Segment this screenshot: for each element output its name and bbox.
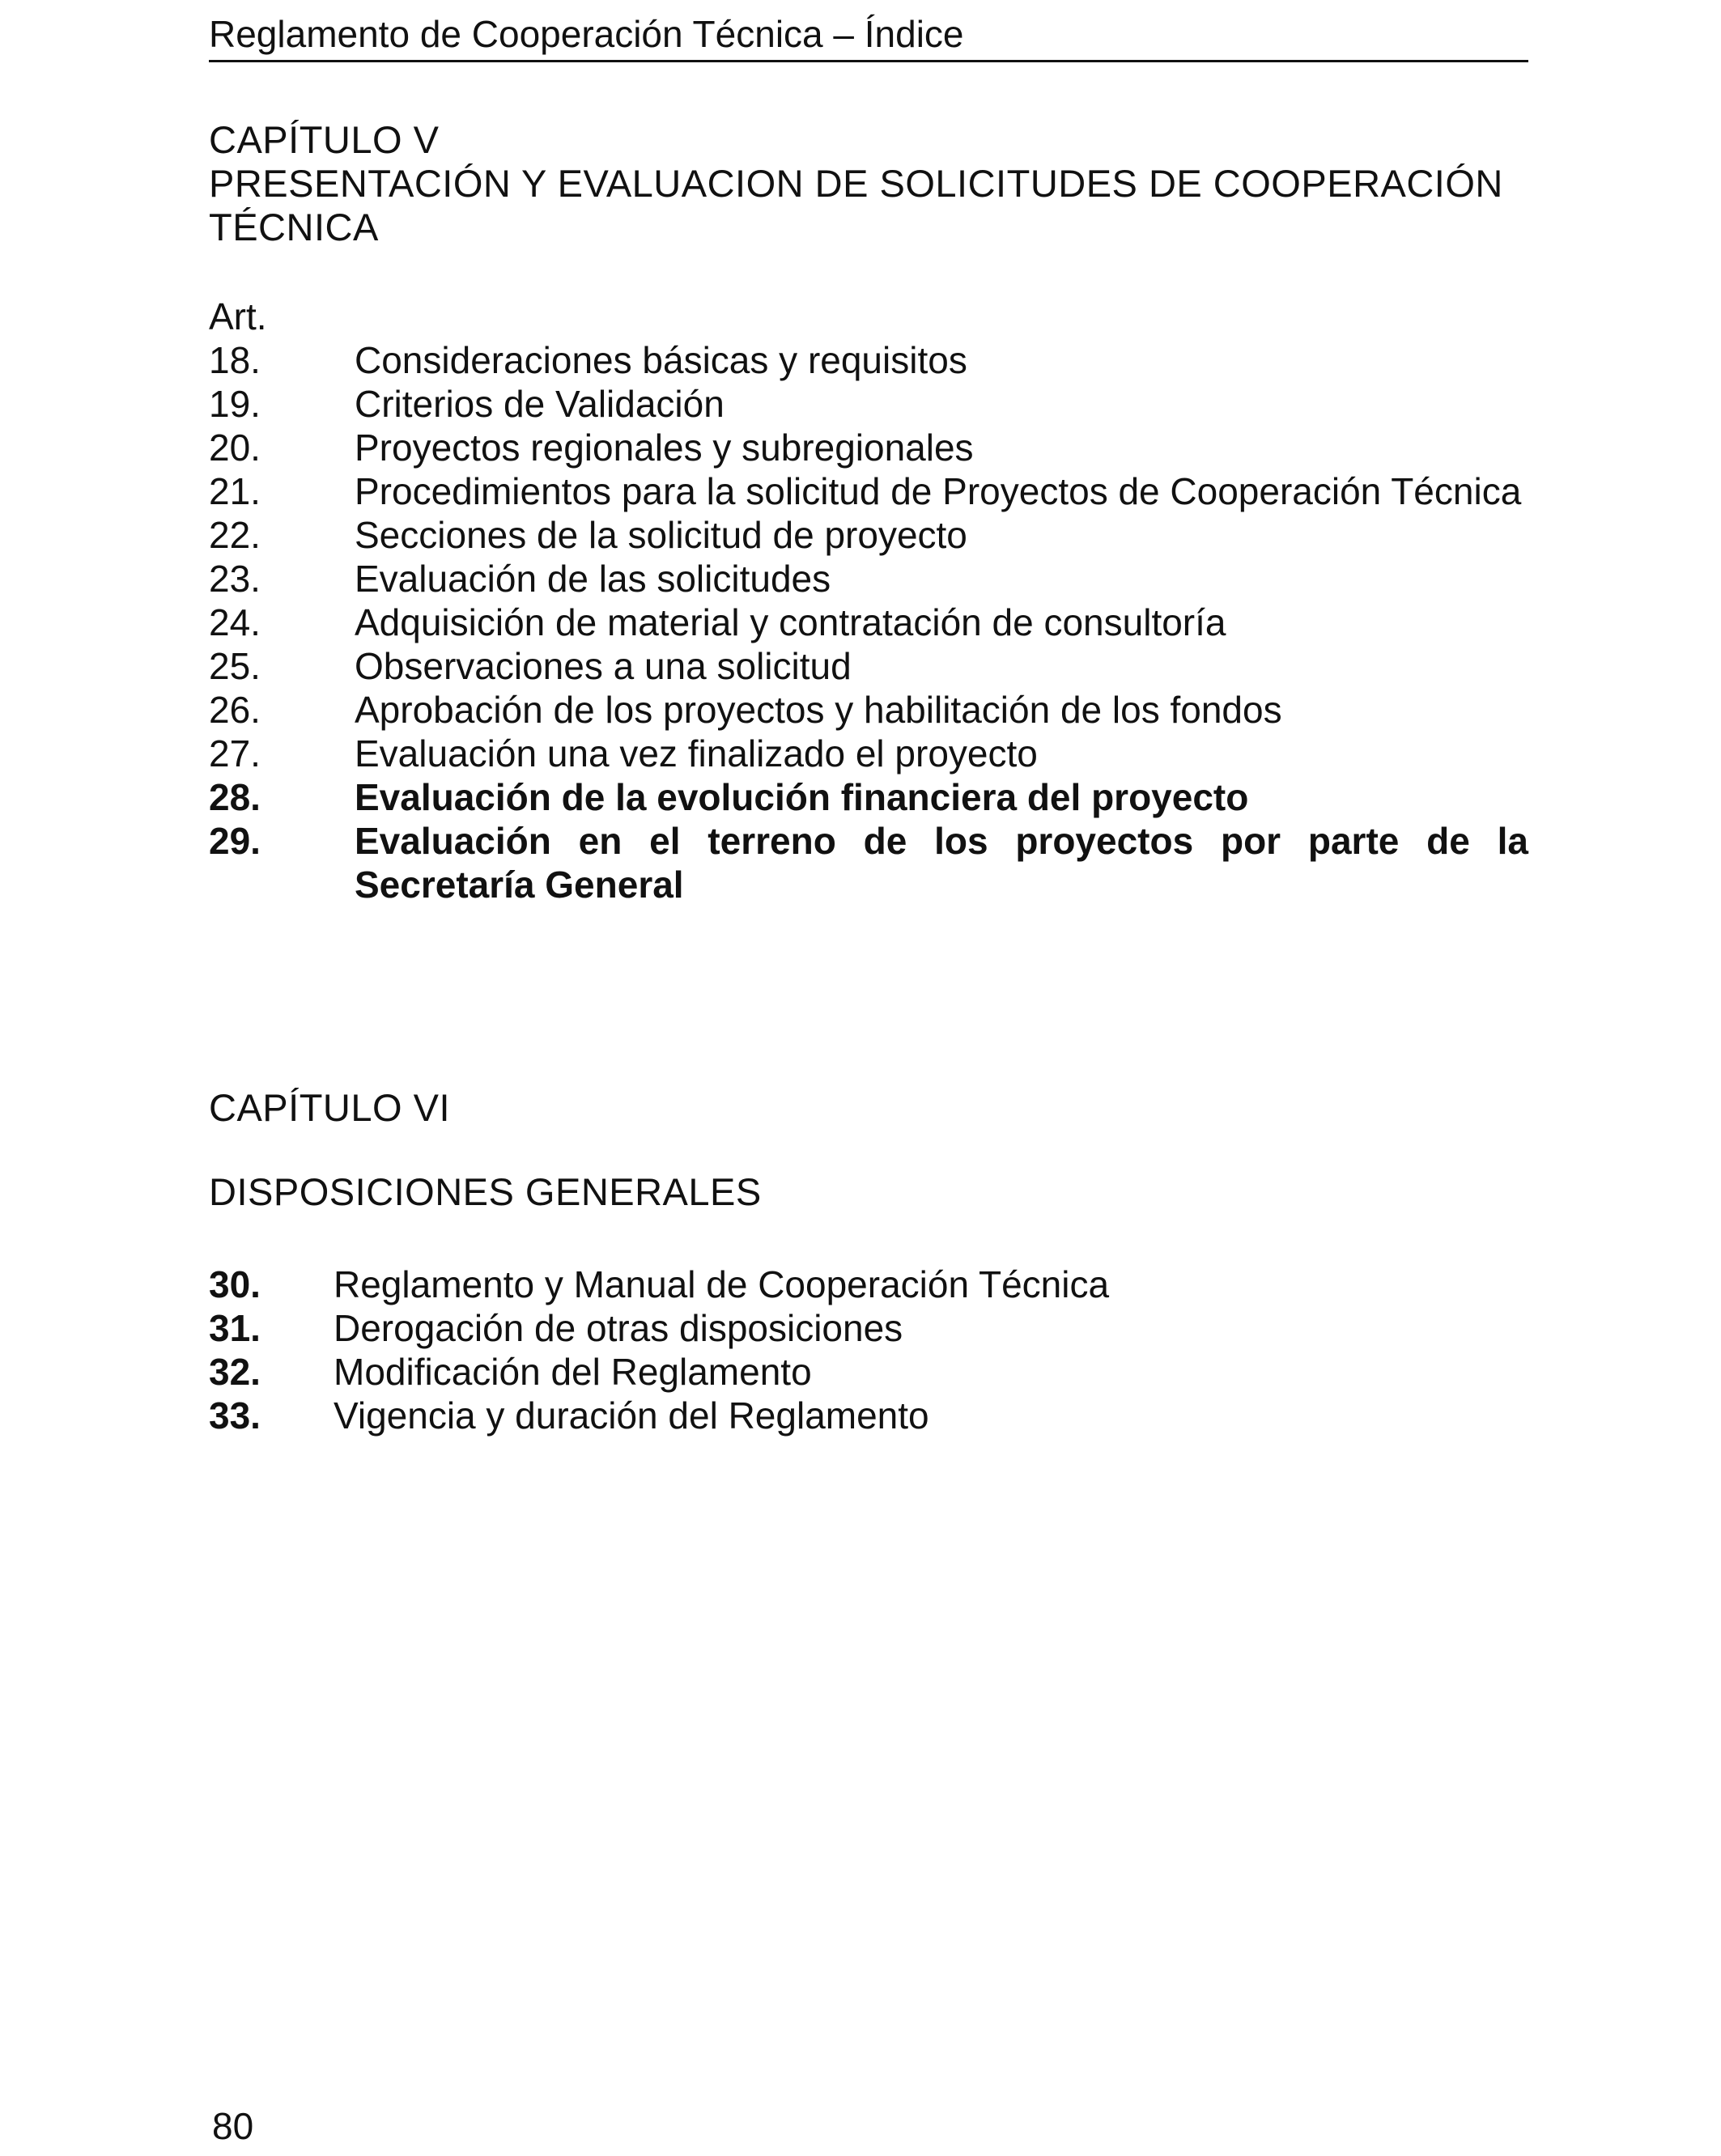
article-title: Proyectos regionales y subregionales bbox=[355, 427, 974, 469]
toc-entry-23 bbox=[209, 557, 1528, 601]
article-title: Evaluación de las solicitudes bbox=[355, 558, 831, 600]
toc-entry-20 bbox=[209, 426, 1528, 469]
article-number: 31. bbox=[209, 1307, 261, 1349]
chapter-5-label: CAPÍTULO V bbox=[209, 118, 440, 161]
toc-entry-26 bbox=[209, 688, 1528, 732]
chapter-6-article-list bbox=[209, 1263, 1528, 1437]
article-number: 27. bbox=[209, 732, 261, 775]
article-title: Evaluación una vez finalizado el proyecto bbox=[355, 732, 1038, 775]
article-title: Evaluación de la evolución financiera del proyecto bbox=[355, 776, 1249, 818]
article-number: 33. bbox=[209, 1394, 261, 1437]
article-title: Evaluación en el terreno de los proyectos por parte de la Secretaría General bbox=[355, 820, 1528, 906]
article-number: 28. bbox=[209, 776, 261, 818]
running-header: Reglamento de Cooperación Técnica – Índice bbox=[209, 11, 1528, 62]
toc-entry-30 bbox=[209, 1263, 1528, 1306]
toc-entry-21 bbox=[209, 469, 1528, 513]
chapter-5-title: PRESENTACIÓN Y EVALUACION DE SOLICITUDES DE COOPERACIÓN TÉCNICA bbox=[209, 162, 1503, 248]
article-title: Secciones de la solicitud de proyecto bbox=[355, 514, 967, 556]
article-title: Procedimientos para la solicitud de Proyectos de Cooperación Técnica bbox=[355, 470, 1522, 512]
toc-entry-18 bbox=[209, 338, 1528, 382]
article-title: Criterios de Validación bbox=[355, 383, 725, 425]
toc-entry-28 bbox=[209, 775, 1528, 819]
toc-entry-19 bbox=[209, 382, 1528, 426]
article-title: Observaciones a una solicitud bbox=[355, 645, 852, 687]
article-title: Reglamento y Manual de Cooperación Técnica bbox=[334, 1263, 1110, 1305]
article-number: 21. bbox=[209, 470, 261, 512]
article-number: 24. bbox=[209, 601, 261, 643]
article-title: Derogación de otras disposiciones bbox=[334, 1307, 903, 1349]
toc-entry-29 bbox=[209, 819, 1528, 906]
article-column-label: Art. bbox=[209, 295, 267, 337]
toc-entry-33 bbox=[209, 1394, 1528, 1437]
toc-entry-25 bbox=[209, 644, 1528, 688]
toc-entry-27 bbox=[209, 732, 1528, 775]
toc-entry-31 bbox=[209, 1306, 1528, 1350]
article-number: 32. bbox=[209, 1351, 261, 1393]
chapter-6-title: DISPOSICIONES GENERALES bbox=[209, 1170, 762, 1213]
page-number: 80 bbox=[212, 2105, 254, 2147]
article-number: 22. bbox=[209, 514, 261, 556]
article-number: 19. bbox=[209, 383, 261, 425]
article-number: 25. bbox=[209, 645, 261, 687]
article-title: Modificación del Reglamento bbox=[334, 1351, 812, 1393]
toc-entry-32 bbox=[209, 1350, 1528, 1394]
chapter-6-label: CAPÍTULO VI bbox=[209, 1086, 451, 1129]
article-number: 26. bbox=[209, 689, 261, 731]
article-number: 23. bbox=[209, 558, 261, 600]
toc-entry-22 bbox=[209, 513, 1528, 557]
article-title: Aprobación de los proyectos y habilitación de los fondos bbox=[355, 689, 1282, 731]
article-number: 29. bbox=[209, 820, 261, 862]
article-number: 18. bbox=[209, 339, 261, 381]
article-title: Vigencia y duración del Reglamento bbox=[334, 1394, 929, 1437]
toc-entry-24 bbox=[209, 601, 1528, 644]
article-number: 20. bbox=[209, 427, 261, 469]
article-title: Adquisición de material y contratación de consultoría bbox=[355, 601, 1226, 643]
article-title: Consideraciones básicas y requisitos bbox=[355, 339, 967, 381]
chapter-5-article-list bbox=[209, 338, 1528, 906]
article-number: 30. bbox=[209, 1263, 261, 1305]
